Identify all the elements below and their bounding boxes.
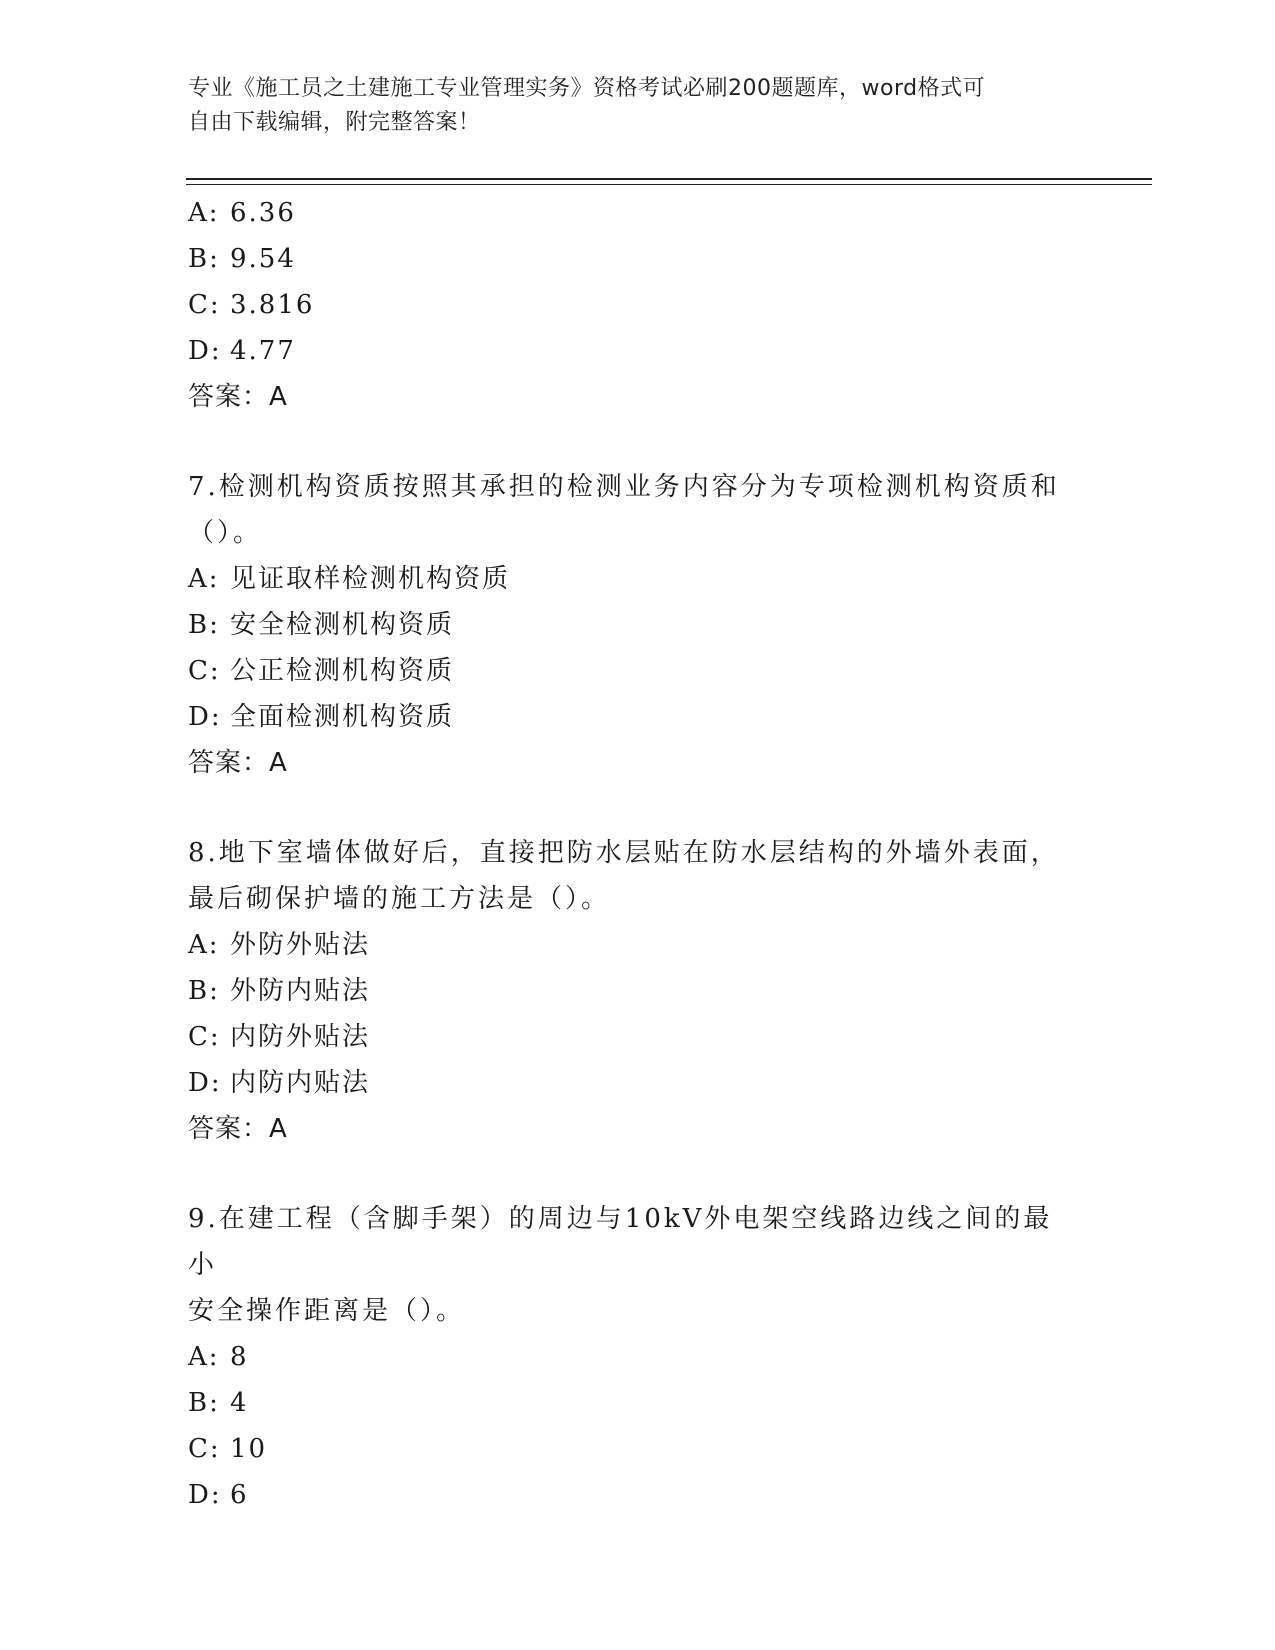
question-list	[188, 190, 1088, 1518]
question-stem-line-2: 最后砌保护墙的施工方法是（）。	[188, 884, 611, 914]
question-stem-line-1: 9.在建工程（含脚手架）的周边与10kV外电架空线路边线之间的最小	[188, 1204, 1053, 1280]
option-b: B: 4	[188, 1388, 249, 1418]
answer: 答案：A	[188, 1114, 288, 1144]
option-c: C: 内防外贴法	[188, 1022, 371, 1052]
option-a: A: 见证取样检测机构资质	[188, 564, 511, 594]
header-rule-thick	[186, 178, 1152, 180]
option-a: A: 外防外贴法	[188, 930, 371, 960]
document-header	[188, 72, 1068, 140]
question-block-7	[188, 464, 1088, 786]
option-d: D: 6	[188, 1480, 249, 1510]
question-block-9	[188, 1196, 1088, 1518]
option-d: D: 内防内贴法	[188, 1068, 371, 1098]
question-stem-line-2: 安全操作距离是（）。	[188, 1296, 466, 1326]
option-b: B: 外防内贴法	[188, 976, 371, 1006]
question-stem-line-2: （）。	[188, 518, 263, 548]
header-line-1: 专业《施工员之土建施工专业管理实务》资格考试必刷200题题库，word格式可	[188, 76, 986, 101]
header-rule-thin	[186, 184, 1152, 185]
option-c: C: 3.816	[188, 290, 315, 320]
option-a: A: 8	[188, 1342, 249, 1372]
question-stem-line-1: 7.检测机构资质按照其承担的检测业务内容分为专项检测机构资质和	[188, 472, 1060, 502]
answer: 答案：A	[188, 748, 288, 778]
question-block-6	[188, 190, 1088, 420]
option-d: D: 4.77	[188, 336, 296, 366]
option-a: A: 6.36	[188, 198, 296, 228]
header-line-2: 自由下载编辑，附完整答案！	[188, 110, 481, 135]
question-stem-line-1: 8.地下室墙体做好后，直接把防水层贴在防水层结构的外墙外表面，	[188, 838, 1060, 868]
question-block-8	[188, 830, 1088, 1152]
option-c: C: 10	[188, 1434, 268, 1464]
option-d: D: 全面检测机构资质	[188, 702, 455, 732]
option-b: B: 安全检测机构资质	[188, 610, 455, 640]
option-c: C: 公正检测机构资质	[188, 656, 455, 686]
option-b: B: 9.54	[188, 244, 296, 274]
answer: 答案：A	[188, 382, 288, 412]
